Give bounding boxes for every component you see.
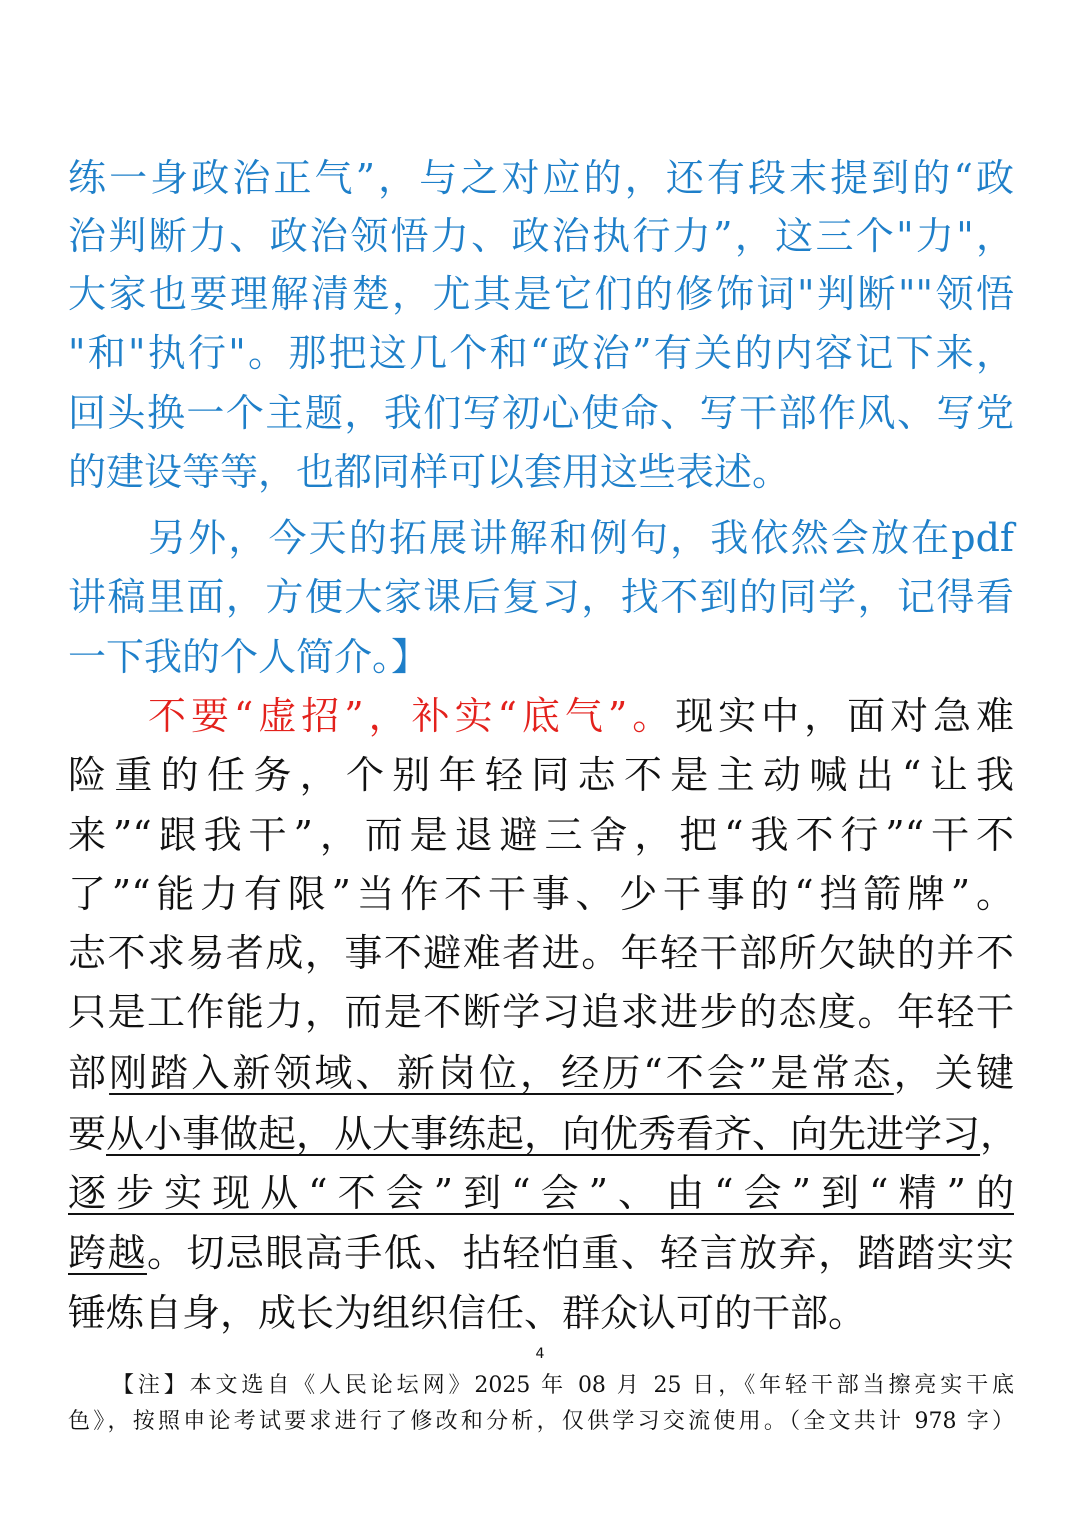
body-line: 了”“能力有限”当作不干事、少干事的“挡箭牌”。 (68, 872, 1014, 916)
commentary-line: 另外，今天的拓展讲解和例句，我依然会放在pdf (148, 516, 1014, 560)
body-line: 险重的任务，个别年轻同志不是主动喊出“让我 (68, 753, 1014, 797)
commentary-line: 的建设等等，也都同样可以套用这些表述。 (68, 450, 791, 494)
underlined-text: 跨越 (68, 1231, 147, 1275)
body-line: 来”“跟我干”，而是退避三舍，把“我不行”“干不 (68, 813, 1014, 857)
underlined-text: 从小事做起，从大事练起，向优秀看齐、向先进学习 (106, 1112, 981, 1156)
body-line: 锤炼自身，成长为组织信任、群众认可的干部。 (68, 1291, 867, 1335)
underlined-text: 刚踏入新领域、新岗位，经历“不会”是常态 (109, 1051, 894, 1095)
body-text: 现实中，面对急难 (675, 694, 1014, 738)
body-line: 志不求易者成，事不避难者进。年轻干部所欠缺的并不 (68, 931, 1014, 975)
footnote-line: 色》，按照申论考试要求进行了修改和分析，仅供学习交流使用。（全文共计 978 字） (68, 1409, 1014, 1434)
body-text: 要 (68, 1112, 107, 1156)
commentary-line: 练一身政治正气”，与之对应的，还有段末提到的“政 (68, 156, 1014, 200)
body-text: ，关键 (893, 1051, 1014, 1095)
commentary-line: 一下我的个人简介。】 (68, 635, 430, 679)
section-heading: 不要“虚招”，补实“底气”。 (148, 694, 676, 738)
body-line (68, 1163, 1014, 1223)
body-text: 部 (68, 1051, 110, 1095)
body-line: 只是工作能力，而是不断学习追求进步的态度。年轻干 (68, 990, 1014, 1034)
body-line (68, 1223, 1014, 1283)
body-line (148, 686, 1014, 746)
body-text: ， (980, 1112, 1019, 1156)
commentary-line: 回头换一个主题，我们写初心使命、写干部作风、写党 (68, 391, 1014, 435)
body-text: 。切忌眼高手低、拈轻怕重、轻言放弃，踏踏实实 (146, 1231, 1014, 1275)
commentary-line: 讲稿里面，方便大家课后复习，找不到的同学，记得看 (68, 575, 1014, 619)
underlined-text: 逐步实现从“不会”到“会”、由“会”到“精”的 (68, 1171, 1014, 1215)
body-line (68, 1043, 1014, 1103)
commentary-line: "和"执行"。那把这几个和“政治”有关的内容记下来， (68, 331, 1014, 375)
commentary-line: 大家也要理解清楚，尤其是它们的修饰词"判断""领悟 (68, 272, 1014, 316)
page-number: 4 (535, 1346, 545, 1362)
commentary-line: 治判断力、政治领悟力、政治执行力”，这三个"力"， (68, 214, 1014, 258)
footnote-line: 【注】本文选自《人民论坛网》2025 年 08 月 25 日，《年轻干部当擦亮实干底 (112, 1373, 1014, 1398)
body-line (68, 1104, 1019, 1164)
